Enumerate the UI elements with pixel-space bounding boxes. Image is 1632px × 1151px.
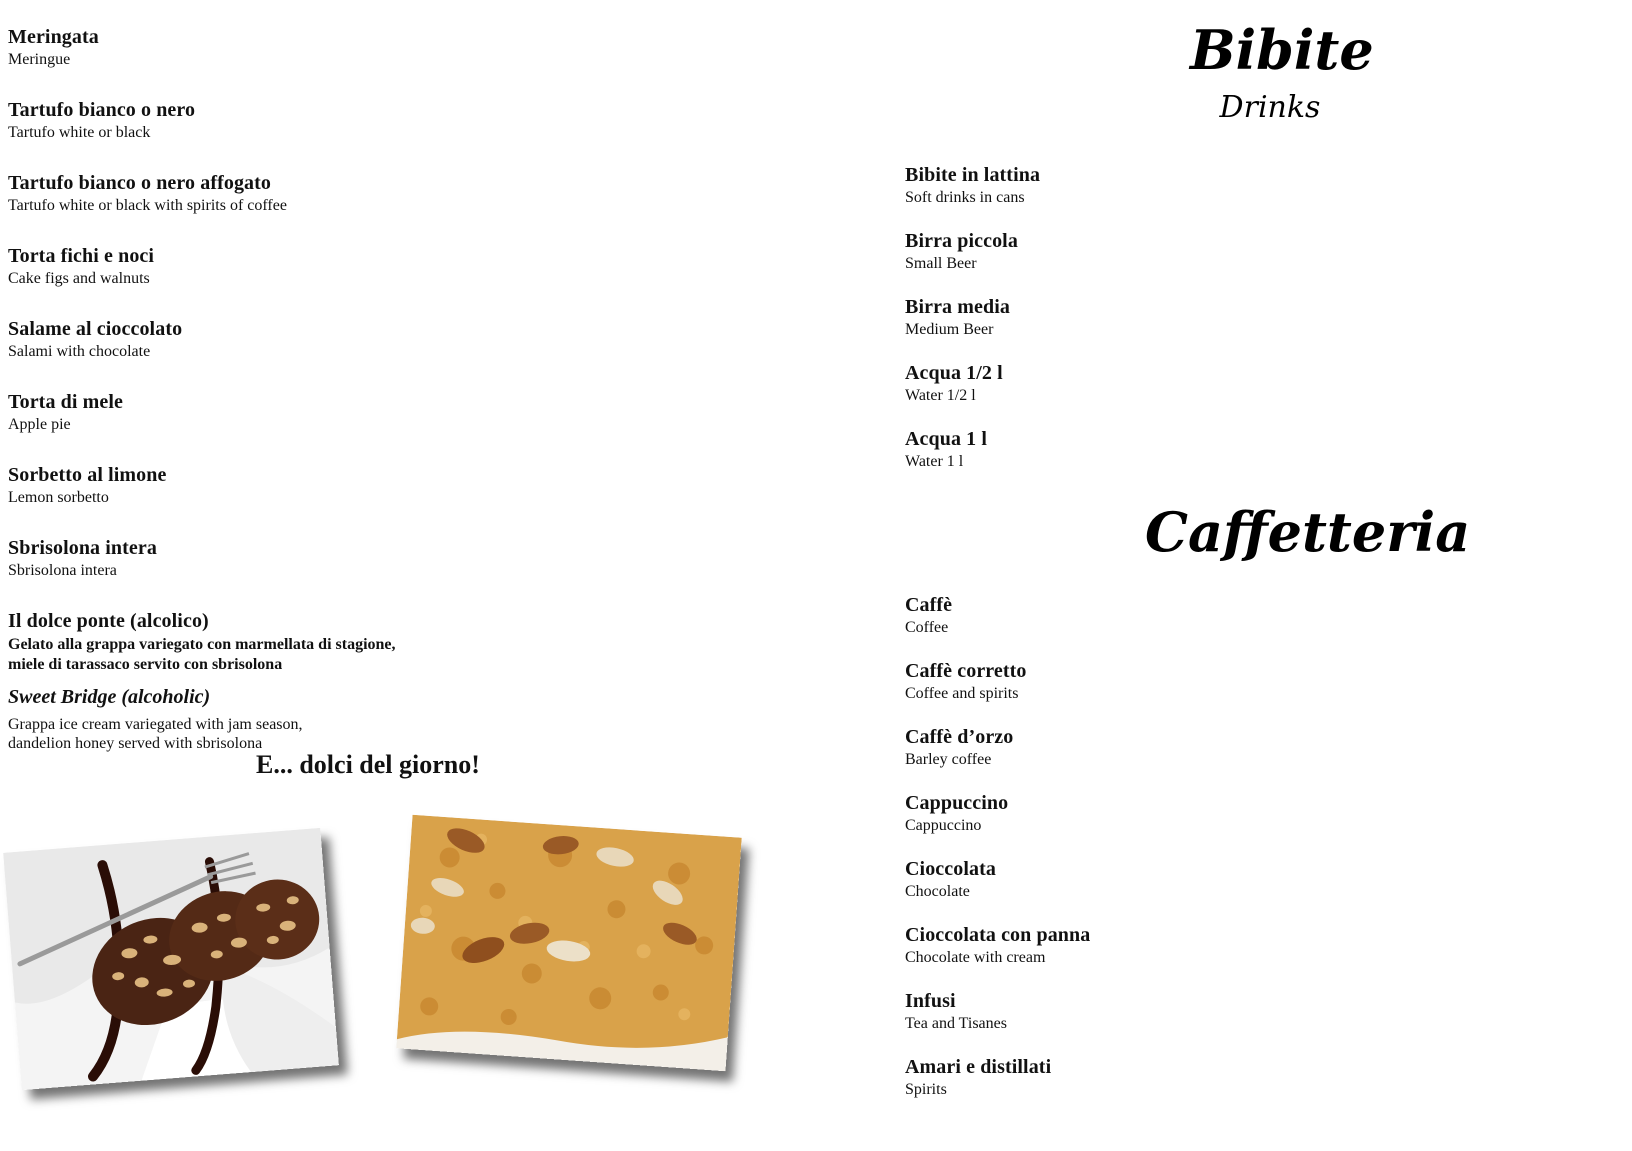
coffee-name: Cioccolata [905,858,996,880]
coffee-item [905,857,996,902]
coffee-item [905,593,952,638]
dessert-name: Sorbetto al limone [8,464,167,486]
dessert-item [8,390,123,435]
coffee-item [905,791,1008,836]
dessert-item [8,463,166,508]
drink-translation: Small Beer [905,255,977,272]
dessert-item [8,98,195,143]
coffee-name: Amari e distillati [905,1056,1052,1078]
dessert-translation: Sbrisolona intera [8,562,117,579]
dessert-name: Meringata [8,26,99,48]
coffee-item [905,659,1027,704]
special-dessert [8,609,428,753]
coffee-name: Cappuccino [905,792,1009,814]
drink-name: Acqua 1/2 l [905,362,1003,384]
dessert-item [8,25,99,70]
dessert-name: Torta fichi e noci [8,245,155,267]
coffee-item [905,725,1013,770]
coffee-name: Caffè d’orzo [905,726,1014,748]
coffee-translation: Chocolate [905,883,970,900]
coffee-item [905,1055,1051,1100]
drink-translation: Water 1 l [905,453,964,470]
drink-item [905,163,1040,208]
dessert-translation: Tartufo white or black [8,124,151,141]
dessert-item [8,171,287,216]
dessert-item [8,244,154,289]
drink-name: Bibite in lattina [905,164,1041,186]
drink-item [905,295,1010,340]
dessert-name: Torta di mele [8,391,123,413]
dessert-item [8,317,182,362]
coffee-title: Caffetteria [1145,500,1471,564]
drink-name: Birra piccola [905,230,1018,252]
drink-name: Birra media [905,296,1010,318]
special-dessert-name-en: Sweet Bridge (alcoholic) [8,686,211,708]
drinks-title: Bibite [1190,18,1374,82]
coffee-translation: Chocolate with cream [905,949,1046,966]
coffee-name: Cioccolata con panna [905,924,1091,946]
chocolate-salami-photo [3,828,339,1090]
drinks-column [905,0,1625,1151]
drink-translation: Soft drinks in cans [905,189,1025,206]
drink-name: Acqua 1 l [905,428,988,450]
dessert-translation: Tartufo white or black with spirits of coffee [8,197,287,214]
dessert-item [8,536,157,581]
drink-item [905,427,987,472]
coffee-translation: Coffee and spirits [905,685,1019,702]
coffee-item [905,989,1007,1034]
special-dessert-description: Gelato alla grappa variegato con marmellata di stagione, miele di tarassaco servito con sbrisolona [8,636,396,673]
desserts-of-the-day-heading: E... dolci del giorno! [256,750,480,779]
drink-item [905,229,1018,274]
coffee-name: Caffè corretto [905,660,1027,682]
coffee-translation: Cappuccino [905,817,982,834]
dessert-translation: Meringue [8,51,71,68]
drink-translation: Water 1/2 l [905,387,976,404]
special-dessert-description-en: Grappa ice cream variegated with jam season, dandelion honey served with sbrisolona [8,716,303,752]
coffee-translation: Barley coffee [905,751,992,768]
coffee-name: Infusi [905,990,956,1012]
dessert-name: Tartufo bianco o nero [8,99,196,121]
coffee-translation: Spirits [905,1081,947,1098]
dessert-translation: Cake figs and walnuts [8,270,150,287]
dessert-name: Tartufo bianco o nero affogato [8,172,271,194]
dessert-translation: Apple pie [8,416,71,433]
special-dessert-name: Il dolce ponte (alcolico) [8,610,209,632]
coffee-name: Caffè [905,594,953,616]
sbrisolona-cake-photo [396,815,742,1071]
coffee-translation: Coffee [905,619,949,636]
drink-item [905,361,1003,406]
dessert-name: Salame al cioccolato [8,318,183,340]
coffee-item [905,923,1090,968]
drink-translation: Medium Beer [905,321,994,338]
dessert-translation: Salami with chocolate [8,343,151,360]
dessert-translation: Lemon sorbetto [8,489,109,506]
coffee-translation: Tea and Tisanes [905,1015,1007,1032]
drinks-subtitle: Drinks [1219,90,1321,125]
dessert-name: Sbrisolona intera [8,537,157,559]
